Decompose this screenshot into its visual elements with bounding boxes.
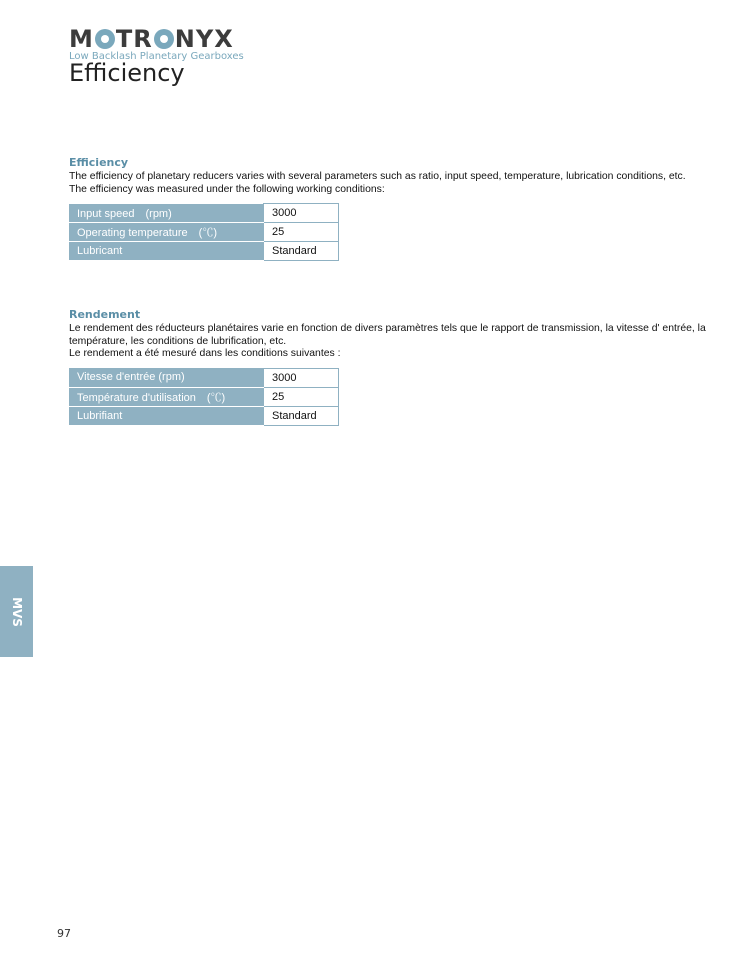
param-value: 25 [264,223,339,242]
table-row [69,406,339,425]
section-paragraph: Le rendement a été mesuré dans les conditions suivantes : [69,348,341,359]
side-tab-label: MVS [9,596,24,627]
section-heading: Rendement [69,308,141,321]
param-value: 3000 [264,204,339,223]
param-value: Standard [264,406,339,425]
param-label: Input speed (rpm) [69,204,264,223]
motronyx-logo [69,26,234,52]
logo-text-part: NYX [174,25,234,53]
page-number: 97 [57,927,71,940]
efficiency-section-en [69,156,709,261]
logo-text-part: M [69,25,94,53]
table-row [69,223,339,242]
working-conditions-table [69,203,339,261]
section-paragraph: The efficiency of planetary reducers varies with several parameters such as ratio, input speed, temperature, lubrication conditions, etc. [69,171,686,182]
table-row [69,387,339,406]
brand-tagline: Low Backlash Planetary Gearboxes [69,51,244,62]
working-conditions-table [69,368,339,426]
param-label: Température d'utilisation (℃) [69,387,264,406]
section-heading: Efficiency [69,156,129,169]
table-row [69,368,339,387]
section-paragraph: Le rendement des réducteurs planétaires varie en fonction de divers paramètres tels que le rapport de transmission, la vitesse d' entrée, la température, les conditions de lubrification, etc. [69,323,706,347]
param-value: 25 [264,387,339,406]
param-label: Lubrifiant [69,406,264,425]
gear-icon [154,29,174,49]
table-row [69,204,339,223]
param-label: Operating temperature (℃) [69,223,264,242]
param-label: Lubricant [69,242,264,261]
gear-icon [95,29,115,49]
logo-text-part: TR [115,25,153,53]
efficiency-section-fr [69,308,709,426]
section-paragraph: The efficiency was measured under the following working conditions: [69,183,385,195]
table-row [69,242,339,261]
side-tab-mvs [0,566,33,657]
page-title: Efficiency [69,59,185,87]
param-value: Standard [264,242,339,261]
param-value: 3000 [264,368,339,387]
param-label: Vitesse d'entrée (rpm) [69,368,264,387]
